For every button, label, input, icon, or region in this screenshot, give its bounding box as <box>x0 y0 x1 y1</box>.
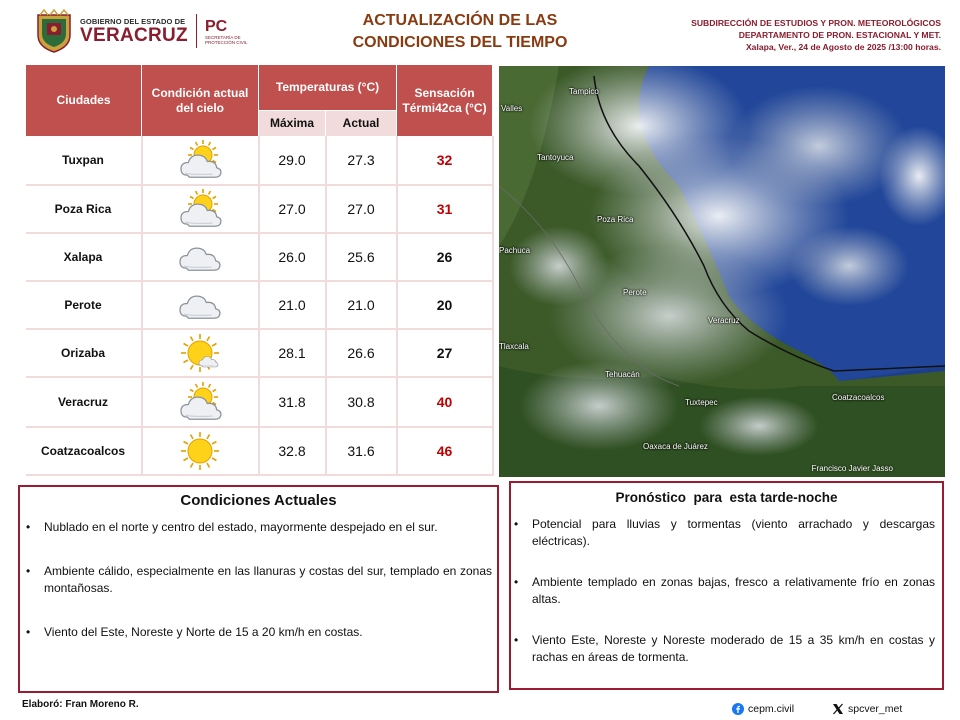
table-row <box>26 377 493 427</box>
list-item: • Nublado en el norte y centro del estado, mayormente despejado en el sur. <box>44 519 492 536</box>
max-temp: 26.0 <box>259 233 326 281</box>
page-title-line-1: ACTUALIZACIÓN DE LAS <box>362 12 558 29</box>
label-tuxtepec: Tuxtepec <box>685 398 718 407</box>
condition-cell <box>142 427 259 475</box>
header-condition: Condición actual del cielo <box>142 65 259 137</box>
thermal-sensation: 46 <box>397 427 493 475</box>
city-name: Perote <box>26 281 142 329</box>
forecast-list <box>532 516 935 666</box>
condition-cell <box>142 137 259 185</box>
current-temp: 25.6 <box>326 233 397 281</box>
thermal-sensation: 31 <box>397 185 493 233</box>
header-temperatures: Temperaturas (°C) <box>259 65 397 111</box>
condition-cell <box>142 281 259 329</box>
max-temp: 21.0 <box>259 281 326 329</box>
list-item: • Ambiente cálido, especialmente en las llanuras y costas del sur, templado en zonas montañosas. <box>44 563 492 597</box>
dept-line-2: DEPARTAMENTO DE PRON. ESTACIONAL Y MET. <box>738 30 941 40</box>
max-temp: 31.8 <box>259 377 326 427</box>
forecast-box <box>509 481 944 690</box>
facebook-icon <box>732 703 744 715</box>
city-name: Orizaba <box>26 329 142 377</box>
table-row <box>26 137 493 185</box>
label-tampico: Tampico <box>569 87 599 96</box>
list-item: • Potencial para lluvias y tormentas (viento arrachado y descargas eléctricas). <box>532 516 935 550</box>
label-poza-rica: Poza Rica <box>597 215 634 224</box>
facebook-handle: cepm.civil <box>748 703 795 715</box>
thermal-sensation: 20 <box>397 281 493 329</box>
table-row <box>26 427 493 475</box>
weather-table <box>25 64 494 476</box>
thermal-sensation: 27 <box>397 329 493 377</box>
header-cities: Ciudades <box>26 65 142 137</box>
list-item: • Viento del Este, Noreste y Norte de 15 a 20 km/h en costas. <box>44 624 492 641</box>
partly-cloudy-icon <box>177 382 223 422</box>
gov-state-name: VERACRUZ <box>80 24 188 46</box>
satellite-image <box>499 66 945 477</box>
issue-datetime: Xalapa, Ver., 24 de Agosto de 2025 /13:00 horas. <box>745 42 941 52</box>
condition-cell <box>142 233 259 281</box>
current-temp: 31.6 <box>326 427 397 475</box>
logo-divider <box>196 14 197 48</box>
current-temp: 27.0 <box>326 185 397 233</box>
veracruz-shield-icon <box>34 9 74 53</box>
x-handle: spcver_met <box>848 703 903 715</box>
header-max: Máxima <box>259 111 326 137</box>
partly-cloudy-icon <box>177 140 223 180</box>
label-perote: Perote <box>623 288 647 297</box>
current-temp: 21.0 <box>326 281 397 329</box>
satellite-map-icon <box>499 66 945 477</box>
gov-small-label: GOBIERNO DEL ESTADO DE <box>80 16 186 26</box>
department-info <box>691 17 941 53</box>
pc-label: PC <box>204 17 228 35</box>
mostly-sunny-icon <box>177 333 223 373</box>
current-temp: 26.6 <box>326 329 397 377</box>
label-valles: Valles <box>501 104 523 113</box>
sunny-icon <box>177 431 223 471</box>
pc-logo <box>205 18 248 45</box>
label-oaxaca: Oaxaca de Juárez <box>643 442 708 451</box>
current-conditions-title: Condiciones Actuales <box>180 492 337 509</box>
forecast-title: Pronóstico para esta tarde-noche <box>615 490 838 505</box>
facebook-link[interactable] <box>732 703 794 715</box>
label-tantoyuca: Tantoyuca <box>537 153 574 162</box>
satellite-credit: Francisco Javier Jasso <box>811 464 893 473</box>
cloudy-icon <box>177 237 223 277</box>
table-row <box>26 281 493 329</box>
label-coatzacoalcos: Coatzacoalcos <box>832 393 885 402</box>
label-pachuca: Pachuca <box>499 246 531 255</box>
label-tehuacan: Tehuacán <box>605 370 640 379</box>
pc-subtitle-1: SECRETARÍA DE <box>204 34 241 40</box>
table-row <box>26 329 493 377</box>
city-name: Tuxpan <box>26 137 142 185</box>
cloudy-icon <box>177 285 223 325</box>
header-sensation: Sensación Térmi42ca (°C) <box>397 65 493 137</box>
city-name: Xalapa <box>26 233 142 281</box>
author-credit: Elaboró: Fran Moreno R. <box>22 699 139 710</box>
condition-cell <box>142 377 259 427</box>
city-name: Coatzacoalcos <box>26 427 142 475</box>
current-conditions-box <box>18 485 499 693</box>
dept-line-1: SUBDIRECCIÓN DE ESTUDIOS Y PRON. METEOROLÓGICOS <box>691 18 941 28</box>
current-temp: 30.8 <box>326 377 397 427</box>
label-veracruz: Veracruz <box>708 316 740 325</box>
max-temp: 32.8 <box>259 427 326 475</box>
page-title <box>330 10 590 54</box>
condition-cell <box>142 329 259 377</box>
max-temp: 27.0 <box>259 185 326 233</box>
table-row <box>26 233 493 281</box>
thermal-sensation: 26 <box>397 233 493 281</box>
current-temp: 27.3 <box>326 137 397 185</box>
pc-subtitle-2: PROTECCIÓN CIVIL <box>204 39 248 45</box>
condition-cell <box>142 185 259 233</box>
thermal-sensation: 40 <box>397 377 493 427</box>
page-title-line-2: CONDICIONES DEL TIEMPO <box>352 34 568 51</box>
max-temp: 28.1 <box>259 329 326 377</box>
x-logo-icon <box>832 703 844 715</box>
label-tlaxcala: Tlaxcala <box>499 342 529 351</box>
header-current: Actual <box>326 111 397 137</box>
list-item: • Ambiente templado en zonas bajas, fresco a relativamente frío en zonas altas. <box>532 574 935 608</box>
max-temp: 29.0 <box>259 137 326 185</box>
thermal-sensation: 32 <box>397 137 493 185</box>
government-logo <box>34 8 254 54</box>
x-link[interactable] <box>832 703 902 715</box>
table-row <box>26 185 493 233</box>
current-conditions-list <box>44 519 492 641</box>
city-name: Poza Rica <box>26 185 142 233</box>
city-name: Veracruz <box>26 377 142 427</box>
partly-cloudy-icon <box>177 189 223 229</box>
list-item: • Viento Este, Noreste y Noreste moderado de 15 a 35 km/h en costas y rachas en áreas de tormenta. <box>532 632 935 666</box>
